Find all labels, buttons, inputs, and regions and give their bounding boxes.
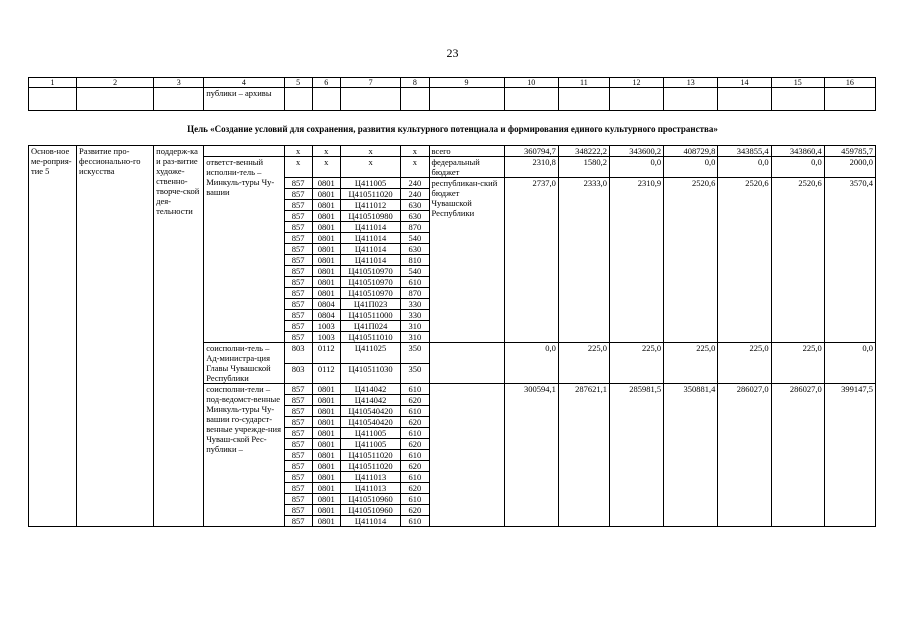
target-article-cell: Ц41П024 bbox=[340, 321, 401, 332]
task-cell: поддерж-ка и раз-витие художе-ственно-творче-ской дея-тельности bbox=[154, 146, 204, 527]
column-number-cell: 5 bbox=[284, 78, 312, 88]
section-cell: 0801 bbox=[312, 211, 340, 222]
grbs-cell: 857 bbox=[284, 428, 312, 439]
grbs-cell: 857 bbox=[284, 178, 312, 189]
value-cell: 286027,0 bbox=[771, 384, 824, 527]
section-cell: 0801 bbox=[312, 277, 340, 288]
empty-cell bbox=[429, 88, 504, 111]
grbs-cell: 803 bbox=[284, 363, 312, 384]
expense-type-cell: 620 bbox=[401, 505, 429, 516]
section-cell: 0801 bbox=[312, 288, 340, 299]
value-cell: 2310,8 bbox=[504, 157, 558, 178]
value-cell: 285981,5 bbox=[609, 384, 663, 527]
value-cell: 225,0 bbox=[558, 343, 609, 384]
grbs-cell: 857 bbox=[284, 417, 312, 428]
grbs-cell: 857 bbox=[284, 211, 312, 222]
column-number-cell: 6 bbox=[312, 78, 340, 88]
section-cell: 0801 bbox=[312, 461, 340, 472]
value-cell: 399147,5 bbox=[824, 384, 875, 527]
column-number-cell: 15 bbox=[771, 78, 824, 88]
grbs-cell: 857 bbox=[284, 277, 312, 288]
target-article-cell: Ц410510970 bbox=[340, 277, 401, 288]
target-article-cell: Ц410510960 bbox=[340, 494, 401, 505]
expense-type-cell: 610 bbox=[401, 384, 429, 395]
section-cell: 0801 bbox=[312, 200, 340, 211]
section-cell: 0801 bbox=[312, 395, 340, 406]
column-number-cell: 9 bbox=[429, 78, 504, 88]
empty-cell bbox=[312, 88, 340, 111]
section-cell: 0801 bbox=[312, 417, 340, 428]
section-cell: 0801 bbox=[312, 406, 340, 417]
target-article-cell: х bbox=[340, 157, 401, 178]
grbs-cell: х bbox=[284, 146, 312, 157]
target-article-cell: Ц41П023 bbox=[340, 299, 401, 310]
value-cell: 286027,0 bbox=[718, 384, 771, 527]
value-cell: 348222,2 bbox=[558, 146, 609, 157]
target-article-cell: Ц411013 bbox=[340, 472, 401, 483]
funding-source-cell bbox=[429, 384, 504, 527]
expense-type-cell: 810 bbox=[401, 255, 429, 266]
section-cell: 0801 bbox=[312, 494, 340, 505]
section-cell: 0801 bbox=[312, 255, 340, 266]
expense-type-cell: 610 bbox=[401, 450, 429, 461]
expense-type-cell: 630 bbox=[401, 244, 429, 255]
grbs-cell: 857 bbox=[284, 200, 312, 211]
target-article-cell: Ц410540420 bbox=[340, 417, 401, 428]
grbs-cell: 857 bbox=[284, 395, 312, 406]
section-cell: 1003 bbox=[312, 332, 340, 343]
expense-type-cell: 310 bbox=[401, 321, 429, 332]
section-cell: 0801 bbox=[312, 233, 340, 244]
continuation-row bbox=[29, 88, 876, 111]
responsible-cell: публики – архивы bbox=[204, 88, 284, 111]
target-article-cell: Ц410540420 bbox=[340, 406, 401, 417]
expense-type-cell: 310 bbox=[401, 332, 429, 343]
value-cell: 360794,7 bbox=[504, 146, 558, 157]
section-cell: 0801 bbox=[312, 178, 340, 189]
expense-type-cell: 870 bbox=[401, 222, 429, 233]
value-cell: 225,0 bbox=[609, 343, 663, 384]
empty-cell bbox=[504, 88, 558, 111]
grbs-cell: х bbox=[284, 157, 312, 178]
grbs-cell: 857 bbox=[284, 332, 312, 343]
target-article-cell: Ц410511030 bbox=[340, 363, 401, 384]
expense-type-cell: 610 bbox=[401, 472, 429, 483]
section-cell: 0804 bbox=[312, 299, 340, 310]
value-cell: 2520,6 bbox=[771, 178, 824, 343]
target-article-cell: Ц411005 bbox=[340, 439, 401, 450]
value-cell: 343860,4 bbox=[771, 146, 824, 157]
goal-title: Цель «Создание условий для сохранения, развития культурного потенциала и формирования единого культурного пространства» bbox=[187, 124, 718, 134]
target-article-cell: Ц410511020 bbox=[340, 461, 401, 472]
empty-cell bbox=[29, 88, 77, 111]
grbs-cell: 857 bbox=[284, 494, 312, 505]
funding-source-cell: всего bbox=[429, 146, 504, 157]
section-cell: 0804 bbox=[312, 310, 340, 321]
grbs-cell: 803 bbox=[284, 343, 312, 364]
grbs-cell: 857 bbox=[284, 461, 312, 472]
expense-type-cell: 870 bbox=[401, 288, 429, 299]
expense-type-cell: 620 bbox=[401, 461, 429, 472]
grbs-cell: 857 bbox=[284, 472, 312, 483]
grbs-cell: 857 bbox=[284, 310, 312, 321]
grbs-cell: 857 bbox=[284, 222, 312, 233]
section-cell: 0801 bbox=[312, 222, 340, 233]
value-cell: 0,0 bbox=[771, 157, 824, 178]
column-number-cell: 3 bbox=[154, 78, 204, 88]
target-article-cell: Ц411013 bbox=[340, 483, 401, 494]
grbs-cell: 857 bbox=[284, 505, 312, 516]
responsible-cell: соисполни-тель – Ад-министра-ция Главы Чувашской Республики bbox=[204, 343, 284, 384]
section-cell: 0801 bbox=[312, 244, 340, 255]
value-cell: 1580,2 bbox=[558, 157, 609, 178]
grbs-cell: 857 bbox=[284, 516, 312, 527]
column-number-cell: 4 bbox=[204, 78, 284, 88]
empty-cell bbox=[204, 146, 284, 157]
empty-cell bbox=[718, 88, 771, 111]
empty-cell bbox=[558, 88, 609, 111]
expense-type-cell: 610 bbox=[401, 406, 429, 417]
target-article-cell: Ц411014 bbox=[340, 516, 401, 527]
value-cell: 2520,6 bbox=[664, 178, 718, 343]
target-article-cell: Ц410511020 bbox=[340, 189, 401, 200]
target-article-cell: Ц410510970 bbox=[340, 288, 401, 299]
target-article-cell: Ц410510960 bbox=[340, 505, 401, 516]
section-cell: 0801 bbox=[312, 266, 340, 277]
expense-type-cell: 540 bbox=[401, 233, 429, 244]
grbs-cell: 857 bbox=[284, 483, 312, 494]
value-cell: 287621,1 bbox=[558, 384, 609, 527]
section-cell: х bbox=[312, 146, 340, 157]
column-number-row bbox=[29, 78, 876, 88]
expense-type-cell: 330 bbox=[401, 299, 429, 310]
activity-name-cell: Развитие про-фессионально-го искусства bbox=[76, 146, 153, 527]
target-article-cell: Ц411005 bbox=[340, 428, 401, 439]
target-article-cell: Ц410510980 bbox=[340, 211, 401, 222]
value-cell: 2310,9 bbox=[609, 178, 663, 343]
grbs-cell: 857 bbox=[284, 299, 312, 310]
value-cell: 2000,0 bbox=[824, 157, 875, 178]
column-number-cell: 1 bbox=[29, 78, 77, 88]
funding-source-cell bbox=[429, 343, 504, 384]
target-article-cell: Ц411005 bbox=[340, 178, 401, 189]
grbs-cell: 857 bbox=[284, 189, 312, 200]
section-cell: 0801 bbox=[312, 189, 340, 200]
expense-type-cell: х bbox=[401, 146, 429, 157]
grbs-cell: 857 bbox=[284, 450, 312, 461]
section-cell: 0801 bbox=[312, 505, 340, 516]
value-cell: 225,0 bbox=[718, 343, 771, 384]
target-article-cell: Ц411014 bbox=[340, 233, 401, 244]
expense-type-cell: 630 bbox=[401, 200, 429, 211]
expense-type-cell: 610 bbox=[401, 516, 429, 527]
empty-cell bbox=[284, 88, 312, 111]
grbs-cell: 857 bbox=[284, 406, 312, 417]
value-cell: 0,0 bbox=[609, 157, 663, 178]
target-article-cell: Ц414042 bbox=[340, 384, 401, 395]
column-number-cell: 12 bbox=[609, 78, 663, 88]
grbs-cell: 857 bbox=[284, 233, 312, 244]
value-cell: 0,0 bbox=[664, 157, 718, 178]
grbs-cell: 857 bbox=[284, 244, 312, 255]
expense-type-cell: 620 bbox=[401, 483, 429, 494]
section-cell: 0801 bbox=[312, 439, 340, 450]
value-cell: 350881,4 bbox=[664, 384, 718, 527]
expense-type-cell: 630 bbox=[401, 211, 429, 222]
column-number-cell: 16 bbox=[824, 78, 875, 88]
grbs-cell: 857 bbox=[284, 266, 312, 277]
target-article-cell: Ц411014 bbox=[340, 222, 401, 233]
empty-cell bbox=[154, 88, 204, 111]
expense-type-cell: 350 bbox=[401, 363, 429, 384]
empty-cell bbox=[76, 88, 153, 111]
empty-cell bbox=[824, 88, 875, 111]
expense-type-cell: 620 bbox=[401, 417, 429, 428]
target-article-cell: Ц411014 bbox=[340, 255, 401, 266]
empty-cell bbox=[401, 88, 429, 111]
grbs-cell: 857 bbox=[284, 384, 312, 395]
target-article-cell: Ц411025 bbox=[340, 343, 401, 364]
grbs-cell: 857 bbox=[284, 255, 312, 266]
value-cell: 2737,0 bbox=[504, 178, 558, 343]
expense-type-cell: 610 bbox=[401, 428, 429, 439]
value-cell: 300594,1 bbox=[504, 384, 558, 527]
value-cell: 343600,2 bbox=[609, 146, 663, 157]
value-cell: 225,0 bbox=[664, 343, 718, 384]
value-cell: 0,0 bbox=[824, 343, 875, 384]
expense-type-cell: 330 bbox=[401, 310, 429, 321]
responsible-cell: ответст-венный исполни-тель – Минкуль-туры Чу-вашии bbox=[204, 157, 284, 343]
value-cell: 3570,4 bbox=[824, 178, 875, 343]
target-article-cell: Ц410510970 bbox=[340, 266, 401, 277]
empty-cell bbox=[771, 88, 824, 111]
section-cell: 0801 bbox=[312, 450, 340, 461]
funding-source-cell: федеральный бюджет bbox=[429, 157, 504, 178]
target-article-cell: Ц414042 bbox=[340, 395, 401, 406]
target-article-cell: Ц410511020 bbox=[340, 450, 401, 461]
expense-type-cell: 620 bbox=[401, 439, 429, 450]
column-number-cell: 7 bbox=[340, 78, 401, 88]
column-number-cell: 14 bbox=[718, 78, 771, 88]
value-cell: 408729,8 bbox=[664, 146, 718, 157]
column-number-cell: 2 bbox=[76, 78, 153, 88]
expense-type-cell: 240 bbox=[401, 178, 429, 189]
target-article-cell: Ц410511010 bbox=[340, 332, 401, 343]
grbs-cell: 857 bbox=[284, 439, 312, 450]
header-table bbox=[28, 77, 876, 111]
responsible-cell: соисполни-тели – под-ведомст-венные Минкуль-туры Чу-вашии го-сударст-венные учрежде-ния Чуваш-ской Рес-публики – bbox=[204, 384, 284, 527]
section-cell: х bbox=[312, 157, 340, 178]
expense-type-cell: 350 bbox=[401, 343, 429, 364]
expense-type-cell: 620 bbox=[401, 395, 429, 406]
section-cell: 0801 bbox=[312, 384, 340, 395]
program-table bbox=[28, 145, 876, 527]
value-cell: 225,0 bbox=[771, 343, 824, 384]
section-cell: 0112 bbox=[312, 363, 340, 384]
target-article-cell: х bbox=[340, 146, 401, 157]
expense-type-cell: 540 bbox=[401, 266, 429, 277]
page-number: 23 bbox=[446, 46, 459, 60]
section-cell: 1003 bbox=[312, 321, 340, 332]
section-cell: 0801 bbox=[312, 472, 340, 483]
column-number-cell: 8 bbox=[401, 78, 429, 88]
section-cell: 0801 bbox=[312, 428, 340, 439]
value-cell: 459785,7 bbox=[824, 146, 875, 157]
expense-type-cell: 610 bbox=[401, 494, 429, 505]
value-cell: 343855,4 bbox=[718, 146, 771, 157]
value-cell: 0,0 bbox=[504, 343, 558, 384]
section-cell: 0801 bbox=[312, 516, 340, 527]
column-number-cell: 11 bbox=[558, 78, 609, 88]
target-article-cell: Ц410511000 bbox=[340, 310, 401, 321]
grbs-cell: 857 bbox=[284, 288, 312, 299]
target-article-cell: Ц411014 bbox=[340, 244, 401, 255]
value-cell: 0,0 bbox=[718, 157, 771, 178]
value-cell: 2520,6 bbox=[718, 178, 771, 343]
grbs-cell: 857 bbox=[284, 321, 312, 332]
expense-type-cell: 240 bbox=[401, 189, 429, 200]
column-number-cell: 10 bbox=[504, 78, 558, 88]
column-number-cell: 13 bbox=[664, 78, 718, 88]
empty-cell bbox=[664, 88, 718, 111]
target-article-cell: Ц411012 bbox=[340, 200, 401, 211]
activity-type-cell: Основ-ное ме-роприя-тие 5 bbox=[29, 146, 77, 527]
empty-cell bbox=[609, 88, 663, 111]
value-cell: 2333,0 bbox=[558, 178, 609, 343]
expense-type-cell: х bbox=[401, 157, 429, 178]
funding-source-cell: республикан-ский бюджет Чувашской Республики bbox=[429, 178, 504, 343]
empty-cell bbox=[340, 88, 401, 111]
section-cell: 0112 bbox=[312, 343, 340, 364]
expense-type-cell: 610 bbox=[401, 277, 429, 288]
total-row bbox=[29, 146, 876, 157]
section-cell: 0801 bbox=[312, 483, 340, 494]
